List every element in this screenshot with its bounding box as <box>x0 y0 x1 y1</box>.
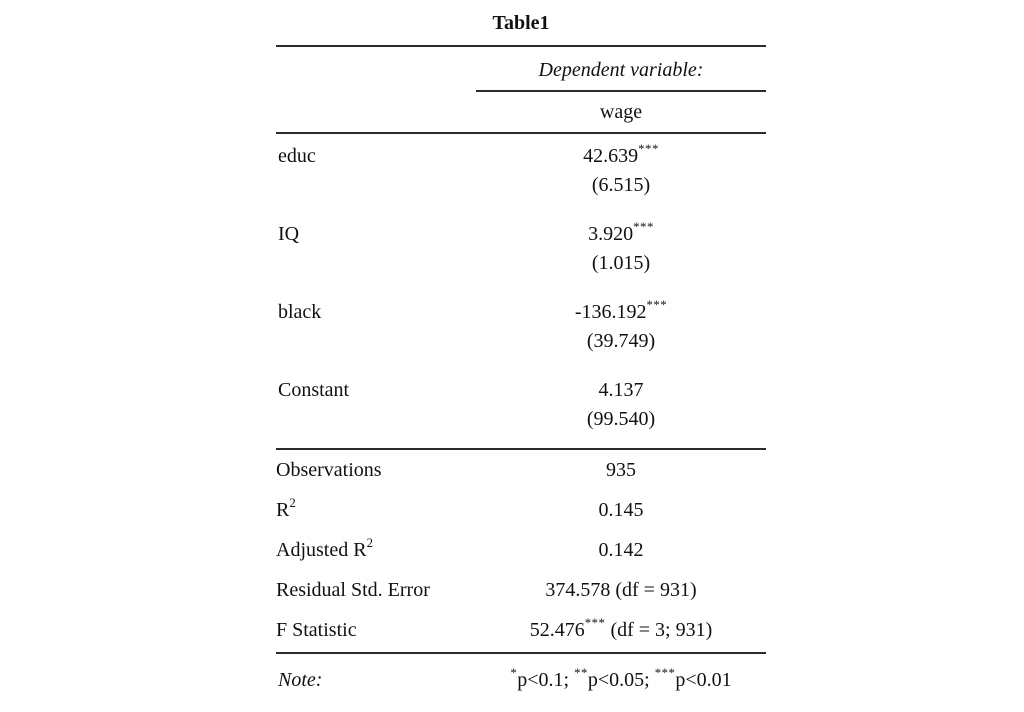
empty-cell <box>276 327 476 368</box>
se-row-educ <box>276 171 766 212</box>
significance-stars: *** <box>654 665 676 680</box>
se-row-black <box>276 327 766 368</box>
stat-value-r2: 0.145 <box>598 499 644 521</box>
significance-stars: * <box>510 665 518 680</box>
coefficient-row-educ <box>276 133 766 171</box>
coef-se-black: (39.749) <box>586 330 656 352</box>
coef-label-iq: IQ <box>278 223 300 245</box>
stat-value-observations: 935 <box>606 459 636 481</box>
dependent-variable-name-row <box>276 91 766 133</box>
coef-label-constant: Constant <box>278 379 350 401</box>
coef-estimate-constant: 4.137 <box>598 379 644 401</box>
stat-label-f-statistic: F Statistic <box>276 610 476 653</box>
significance-stars: *** <box>584 615 606 630</box>
note-label: Note: <box>278 669 323 691</box>
significance-stars: ** <box>574 665 588 680</box>
coef-se-constant: (99.540) <box>476 405 766 449</box>
empty-cell <box>276 46 476 91</box>
table-title: Table1 <box>276 0 766 46</box>
stat-label-observations: Observations <box>276 459 382 481</box>
coef-estimate-educ: 42.639*** <box>583 141 659 167</box>
se-row-iq <box>276 249 766 290</box>
coef-estimate-iq: 3.920*** <box>588 219 654 245</box>
stat-row-r2 <box>276 490 766 530</box>
stat-suffix: (df = 3; 931) <box>605 619 713 641</box>
dependent-variable-caption: Dependent variable: <box>476 46 766 91</box>
stat-row-observations <box>276 449 766 490</box>
stat-value-f-statistic: 52.476*** (df = 3; 931) <box>476 610 766 653</box>
label-superscript: 2 <box>289 495 297 510</box>
coefficient-row-black <box>276 290 766 327</box>
coef-se-iq: (1.015) <box>591 252 651 274</box>
significance-stars: *** <box>638 141 659 156</box>
coefficient-row-constant <box>276 368 766 405</box>
significance-stars: *** <box>646 297 668 312</box>
regression-table <box>276 0 766 699</box>
coef-estimate-black: -136.192*** <box>574 297 668 323</box>
note-text: *p<0.1; **p<0.05; ***p<0.01 <box>510 665 732 691</box>
empty-cell <box>276 249 476 290</box>
coef-label-educ: educ <box>278 145 316 167</box>
table-title-row <box>276 0 766 46</box>
significance-stars: *** <box>633 219 654 234</box>
stat-value-residual-std-error: 374.578 (df = 931) <box>545 579 697 601</box>
label-superscript: 2 <box>366 535 374 550</box>
coef-se-educ: (6.515) <box>591 174 651 196</box>
stat-suffix: (df = 931) <box>610 579 697 601</box>
stat-label-r2: $R^2$ <box>276 495 297 521</box>
stat-row-f-statistic <box>276 610 766 653</box>
coef-label-black: black <box>278 301 322 323</box>
empty-cell <box>276 405 476 449</box>
se-row-constant <box>276 405 766 449</box>
dependent-variable-row <box>276 46 766 91</box>
stat-row-residual-std-error <box>276 570 766 610</box>
dependent-variable-name: wage <box>476 91 766 133</box>
note-row <box>276 653 766 699</box>
stat-row-adjusted-r2 <box>276 530 766 570</box>
empty-cell <box>276 171 476 212</box>
stat-label-adjusted-r2: Adjusted $R^2$ <box>276 535 374 561</box>
stat-value-adjusted-r2: 0.142 <box>598 539 644 561</box>
stat-label-residual-std-error: Residual Std. Error <box>276 579 430 601</box>
coefficient-row-iq <box>276 212 766 249</box>
empty-cell <box>276 91 476 133</box>
